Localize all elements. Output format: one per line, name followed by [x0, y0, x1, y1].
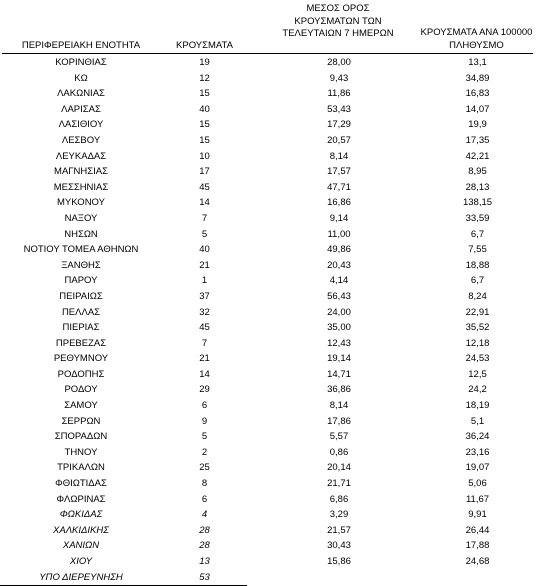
cell-region-unit: ΧΑΛΚΙΔΙΚΗΣ: [53, 524, 109, 536]
cell-7day-average: 12,43: [327, 337, 351, 349]
cell-region-unit: ΦΛΩΡΙΝΑΣ: [56, 493, 106, 505]
cell-7day-average: 20,57: [327, 134, 351, 146]
table-row: [0, 258, 550, 274]
cell-cases: 12: [199, 72, 210, 84]
table-row: [0, 102, 550, 118]
cell-cases-per-100k: 7,55: [468, 244, 487, 256]
cell-cases-per-100k: 138,15: [462, 197, 493, 209]
header-cases-per-100k: [408, 27, 545, 52]
cell-region-unit: ΡΟΔΟΠΗΣ: [57, 368, 105, 380]
cell-region-unit: ΛΑΣΙΘΙΟΥ: [58, 119, 104, 131]
cell-cases: 28: [199, 524, 210, 536]
cell-cases-per-100k: 9,91: [468, 509, 487, 521]
cell-cases-per-100k: 28,13: [465, 181, 490, 193]
cell-region-unit: ΣΑΜΟΥ: [64, 400, 98, 412]
cell-region-unit: ΧΙΟΥ: [69, 556, 93, 567]
cell-cases: 14: [199, 197, 210, 209]
cell-cases-per-100k: 16,83: [465, 88, 490, 100]
cell-7day-average: 21,71: [327, 478, 351, 490]
cell-cases-per-100k: 33,59: [465, 212, 490, 224]
cell-7day-average: 5,57: [329, 431, 349, 443]
cell-cases-per-100k: 24,68: [465, 556, 490, 567]
header-cases: [162, 40, 247, 53]
header-region-unit: [0, 40, 162, 53]
table-row: [0, 492, 550, 508]
cell-cases-per-100k: 5,1: [470, 415, 485, 427]
cell-region-unit: ΝΑΞΟΥ: [64, 212, 98, 224]
cell-cases: 15: [199, 119, 210, 131]
cell-7day-average: 14,71: [327, 368, 351, 380]
table-row: [0, 133, 550, 149]
table-row: [0, 289, 550, 305]
cell-cases: 2: [201, 446, 208, 458]
cell-7day-average: 17,86: [327, 415, 351, 427]
cell-cases: 4: [201, 509, 208, 521]
cell-7day-average: 35,00: [327, 322, 351, 334]
table-row: [0, 117, 550, 133]
cell-cases-per-100k: 18,88: [465, 259, 490, 271]
cell-cases-per-100k: 6,7: [470, 228, 485, 240]
table-row: [0, 414, 550, 430]
header-divider: [2, 53, 533, 54]
cell-7day-average: 36,86: [327, 384, 351, 396]
cell-cases: 9: [201, 415, 208, 427]
table-row: [0, 398, 550, 414]
cell-region-unit: ΝΗΣΩΝ: [64, 228, 98, 240]
cell-7day-average: 8,14: [329, 400, 349, 412]
cell-region-unit: ΠΕΙΡΑΙΩΣ: [59, 290, 103, 302]
cell-7day-average: 20,14: [327, 462, 351, 474]
cell-cases: 37: [199, 290, 210, 302]
cell-region-unit: ΧΑΝΙΩΝ: [62, 540, 100, 552]
table-row: [0, 71, 550, 87]
cell-cases: 21: [199, 259, 210, 271]
cell-cases-per-100k: 35,52: [465, 322, 490, 334]
cell-cases: 19: [199, 57, 210, 68]
cell-cases: 45: [199, 181, 210, 193]
cell-cases-per-100k: 8,24: [468, 290, 487, 302]
table-row: [0, 429, 550, 445]
cell-7day-average: 20,43: [327, 259, 351, 271]
header-cases-label: ΚΡΟΥΣΜΑΤΑ: [176, 40, 233, 51]
cell-region-unit: ΜΑΓΝΗΣΙΑΣ: [54, 166, 108, 178]
cell-7day-average: 3,29: [329, 509, 349, 521]
cell-7day-average: 24,00: [327, 306, 351, 318]
cell-cases: 13: [199, 556, 210, 567]
cell-region-unit: ΝΟΤΙΟΥ ΤΟΜΕΑ ΑΘΗΝΩΝ: [23, 244, 139, 256]
table-row: [0, 460, 550, 476]
cell-cases-per-100k: 14,07: [465, 103, 490, 115]
cell-cases-per-100k: 11,67: [465, 493, 490, 505]
cell-cases: 53: [199, 571, 210, 583]
cell-cases-per-100k: 24,2: [468, 384, 487, 396]
cell-region-unit: ΚΟΡΙΝΘΙΑΣ: [55, 57, 107, 68]
table-row: [0, 351, 550, 367]
cell-cases: 7: [201, 337, 208, 349]
table-row: [0, 445, 550, 461]
cell-cases-per-100k: 42,21: [465, 150, 490, 162]
cell-cases: 15: [199, 88, 210, 100]
cell-7day-average: 49,86: [327, 244, 351, 256]
cell-region-unit: ΥΠΟ ΔΙΕΡΕΥΝΗΣΗ: [39, 571, 123, 583]
table-row: [0, 305, 550, 321]
cell-7day-average: 11,86: [327, 88, 351, 100]
table-row: [0, 523, 550, 539]
cell-cases-per-100k: 22,91: [465, 306, 490, 318]
cell-cases: 5: [201, 228, 208, 240]
table-row: [0, 55, 550, 71]
cell-7day-average: 17,57: [327, 166, 351, 178]
cell-cases-per-100k: 8,95: [468, 166, 487, 178]
cell-cases: 29: [199, 384, 210, 396]
header-region-unit-label: ΠΕΡΙΦΕΡΕΙΑΚΗ ΕΝΟΤΗΤΑ: [21, 40, 141, 51]
table-row: [0, 227, 550, 243]
table-row: [0, 367, 550, 383]
cell-7day-average: 19,14: [327, 353, 351, 365]
table-row: [0, 273, 550, 289]
table-row: [0, 211, 550, 227]
cell-cases-per-100k: 13,1: [468, 57, 487, 68]
cell-cases: 40: [199, 103, 210, 115]
table-row: [0, 570, 550, 586]
cell-cases: 28: [199, 540, 210, 552]
table-row: [0, 86, 550, 102]
cell-cases-per-100k: 12,18: [465, 337, 490, 349]
cell-cases: 17: [199, 166, 210, 178]
cell-cases: 6: [201, 493, 208, 505]
cell-cases: 40: [199, 244, 210, 256]
cell-cases: 8: [201, 478, 208, 490]
table-row: [0, 195, 550, 211]
cell-region-unit: ΜΥΚΟΝΟΥ: [57, 197, 105, 209]
header-cases-per-100k-line1: ΚΡΟΥΣΜΑΤΑ ΑΝΑ 100000: [420, 27, 533, 38]
cell-cases-per-100k: 17,35: [465, 134, 490, 146]
cell-region-unit: ΚΩ: [74, 72, 88, 84]
cell-cases: 7: [201, 212, 208, 224]
cell-7day-average: 56,43: [327, 290, 351, 302]
cell-7day-average: 9,14: [329, 212, 349, 224]
cell-cases: 6: [201, 400, 208, 412]
cell-region-unit: ΤΗΝΟΥ: [64, 446, 98, 458]
data-table: [0, 55, 550, 585]
cell-region-unit: ΦΘΙΩΤΙΔΑΣ: [55, 478, 107, 490]
cell-region-unit: ΠΑΡΟΥ: [64, 275, 98, 287]
cell-cases: 1: [201, 275, 208, 287]
cell-cases-per-100k: 34,89: [465, 72, 490, 84]
cell-cases: 15: [199, 134, 210, 146]
cell-cases-per-100k: 18,19: [465, 400, 490, 412]
cell-region-unit: ΛΕΣΒΟΥ: [61, 134, 101, 146]
header-7day-average-line2: ΚΡΟΥΣΜΑΤΩΝ ΤΩΝ: [294, 15, 382, 27]
cell-cases: 5: [201, 431, 208, 443]
header-7day-average-line1: ΜΕΣΟΣ ΟΡΟΣ: [306, 3, 370, 14]
cell-7day-average: 17,29: [327, 119, 351, 131]
cell-cases: 10: [199, 150, 210, 162]
cell-region-unit: ΣΕΡΡΩΝ: [61, 415, 101, 427]
cell-7day-average: 53,43: [327, 103, 351, 115]
cell-7day-average: 16,86: [327, 197, 351, 209]
cell-7day-average: 8,14: [329, 150, 349, 162]
cell-cases-per-100k: 19,9: [468, 119, 487, 131]
cell-region-unit: ΛΑΚΩΝΙΑΣ: [57, 88, 105, 100]
cell-region-unit: ΦΩΚΙΔΑΣ: [59, 509, 103, 521]
cell-region-unit: ΠΕΛΛΑΣ: [61, 306, 101, 318]
table-row: [0, 180, 550, 196]
table-row: [0, 336, 550, 352]
cell-cases-per-100k: 6,7: [470, 275, 485, 287]
cell-7day-average: 0,86: [329, 446, 349, 458]
cell-7day-average: 9,43: [329, 72, 349, 84]
cell-region-unit: ΠΡΕΒΕΖΑΣ: [55, 337, 107, 349]
header-7day-average-line3: ΤΕΛΕΥΤΑΙΩΝ 7 ΗΜΕΡΩΝ: [282, 28, 394, 39]
cell-cases-per-100k: 5,06: [468, 478, 487, 490]
table-row: [0, 554, 550, 570]
cell-region-unit: ΡΟΔΟΥ: [64, 384, 98, 396]
cell-region-unit: ΛΕΥΚΑΔΑΣ: [55, 150, 107, 162]
cell-cases-per-100k: 23,16: [465, 446, 490, 458]
cell-region-unit: ΤΡΙΚΑΛΩΝ: [57, 462, 105, 474]
cell-region-unit: ΛΑΡΙΣΑΣ: [61, 103, 101, 115]
table-row: [0, 382, 550, 398]
cell-cases-per-100k: 26,44: [465, 524, 490, 536]
cell-cases: 32: [199, 306, 210, 318]
table-row: [0, 476, 550, 492]
cell-cases-per-100k: 36,24: [465, 431, 490, 443]
cell-region-unit: ΞΑΝΘΗΣ: [61, 259, 101, 271]
cell-7day-average: 4,14: [329, 275, 349, 287]
table-row: [0, 242, 550, 258]
table-row: [0, 320, 550, 336]
cell-7day-average: 6,86: [329, 493, 349, 505]
table-row: [0, 538, 550, 554]
cell-cases-per-100k: 24,53: [465, 353, 490, 365]
cell-cases: 14: [199, 368, 210, 380]
cell-7day-average: 30,43: [327, 540, 351, 552]
table-row: [0, 149, 550, 165]
header-7day-average: [268, 3, 408, 41]
cell-cases: 25: [199, 462, 210, 474]
cell-cases: 21: [199, 353, 210, 365]
cell-cases-per-100k: 19,07: [465, 462, 490, 474]
cell-cases-per-100k: 12,5: [468, 368, 487, 380]
cell-region-unit: ΜΕΣΣΗΝΙΑΣ: [53, 181, 109, 193]
table-row: [0, 164, 550, 180]
cell-region-unit: ΠΙΕΡΙΑΣ: [62, 322, 100, 334]
cell-region-unit: ΣΠΟΡΑΔΩΝ: [54, 431, 108, 443]
header-cases-per-100k-line2: ΠΛΗΘΥΣΜΟ: [449, 39, 504, 51]
cell-region-unit: ΡΕΘΥΜΝΟΥ: [53, 353, 109, 365]
table-row: [0, 507, 550, 523]
cell-cases-per-100k: 17,88: [465, 540, 490, 552]
cell-7day-average: 15,86: [327, 556, 351, 567]
cell-7day-average: 21,57: [327, 524, 351, 536]
cell-7day-average: 28,00: [327, 57, 351, 68]
cell-cases: 45: [199, 322, 210, 334]
cell-7day-average: 11,00: [327, 228, 351, 240]
cell-7day-average: 47,71: [327, 181, 351, 193]
